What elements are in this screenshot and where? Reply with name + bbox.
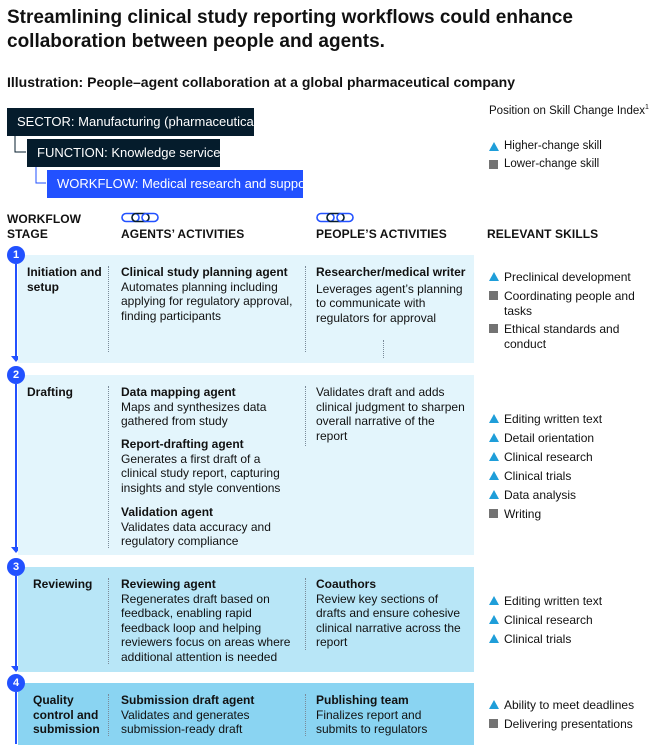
stage-2-badge: 2 <box>7 366 25 384</box>
skill-label: Writing <box>504 507 542 521</box>
chain-link-icon <box>121 212 159 223</box>
column-divider <box>108 266 109 352</box>
agent-name: Clinical study planning agent <box>121 265 288 279</box>
triangle-icon <box>489 471 499 480</box>
skill-label: Editing written text <box>504 412 603 426</box>
stage-2-people <box>316 385 466 443</box>
stage-4-badge: 4 <box>7 674 25 692</box>
agent-description: Maps and synthesizes data gathered from study <box>121 399 267 428</box>
column-divider <box>305 386 306 446</box>
column-divider <box>108 386 109 548</box>
skill-item <box>489 717 649 732</box>
skill-label: Ethical standards and conduct <box>504 322 620 351</box>
legend-title-text: Position on Skill Change Index <box>489 105 645 117</box>
page-title: Streamlining clinical study reporting workflows could enhance collaboration between people and agents. <box>7 7 573 52</box>
triangle-icon <box>489 634 499 643</box>
stage-2-agent <box>121 385 299 429</box>
square-icon <box>489 291 498 300</box>
skill-item <box>489 322 649 351</box>
breadcrumb-sector: SECTOR: Manufacturing (pharmaceuticals) <box>7 108 254 136</box>
column-divider <box>108 578 109 664</box>
page-subtitle: Illustration: People–agent collaboration at a global pharmaceutical company <box>7 74 515 90</box>
timeline-line <box>15 384 17 548</box>
skill-label: Clinical research <box>504 450 593 464</box>
skill-item <box>489 412 649 427</box>
skill-item <box>489 289 649 318</box>
skill-label: Coordinating people and tasks <box>504 289 635 318</box>
skill-item <box>489 431 649 446</box>
agent-description: Validates and generates submission-ready draft <box>121 707 250 736</box>
people-role: Researcher/medical writer <box>316 265 466 279</box>
skill-label: Delivering presentations <box>504 717 633 731</box>
header-workflow-stage: WORKFLOW STAGE <box>7 212 82 241</box>
stage-3-badge: 3 <box>7 558 25 576</box>
column-divider <box>305 578 306 650</box>
skill-item <box>489 594 649 609</box>
skill-item <box>489 469 649 484</box>
stage-4-agent <box>121 693 299 737</box>
triangle-icon <box>489 700 499 709</box>
legend-title <box>489 104 649 119</box>
header-agents-activities: AGENTS’ ACTIVITIES <box>121 227 245 241</box>
stage-2-agent <box>121 505 299 549</box>
column-divider <box>305 694 306 736</box>
header-peoples-activities: PEOPLE’S ACTIVITIES <box>316 227 447 241</box>
breadcrumb-workflow: WORKFLOW: Medical research and support <box>47 170 303 198</box>
stage-1-people <box>316 265 466 325</box>
stage-2-name: Drafting <box>27 385 73 399</box>
stage-1-badge: 1 <box>7 246 25 264</box>
agent-description: Validates data accuracy and regulatory compliance <box>121 519 271 548</box>
square-icon <box>489 719 498 728</box>
square-icon <box>489 509 498 518</box>
triangle-icon <box>489 596 499 605</box>
chain-link-icon <box>316 212 354 223</box>
agent-name: Data mapping agent <box>121 385 236 399</box>
skill-label: Clinical research <box>504 613 593 627</box>
skill-item <box>489 613 649 628</box>
skill-item <box>489 270 649 285</box>
stage-3-name: Reviewing <box>33 577 93 591</box>
stage-1-agent <box>121 265 299 323</box>
skill-label: Clinical trials <box>504 469 572 483</box>
triangle-icon <box>489 433 499 442</box>
stage-3-agent <box>121 577 301 664</box>
agent-name: Submission draft agent <box>121 693 255 707</box>
people-role: Publishing team <box>316 693 409 707</box>
people-description: Review key sections of drafts and ensure cohesive clinical narrative across the report <box>316 591 461 649</box>
agent-name: Validation agent <box>121 505 214 519</box>
people-role: Coauthors <box>316 577 376 591</box>
stage-3-people <box>316 577 466 650</box>
skill-label: Editing written text <box>504 594 603 608</box>
triangle-icon <box>489 414 499 423</box>
square-icon <box>489 160 498 169</box>
skill-item <box>489 507 649 522</box>
skill-item <box>489 698 649 713</box>
skill-label: Ability to meet deadlines <box>504 698 635 712</box>
legend-lower-label: Lower-change skill <box>504 158 600 170</box>
triangle-icon <box>489 615 499 624</box>
legend-higher-label: Higher-change skill <box>504 140 602 152</box>
people-description: Validates draft and adds clinical judgment to sharpen overall narrative of the report <box>316 385 465 443</box>
people-description: Finalizes report and submits to regulators <box>316 707 428 736</box>
agent-description: Automates planning including applying for regulatory approval, finding participants <box>121 279 293 323</box>
skill-item <box>489 632 649 647</box>
stage-4-name: Quality control and submission <box>33 693 100 736</box>
agent-name: Report-drafting agent <box>121 437 244 451</box>
skill-label: Detail orientation <box>504 431 595 445</box>
square-icon <box>489 324 498 333</box>
legend-lower-change <box>489 157 599 171</box>
skill-label: Clinical trials <box>504 632 572 646</box>
header-relevant-skills: RELEVANT SKILLS <box>487 227 599 241</box>
stage-1-name: Initiation and setup <box>27 265 102 294</box>
triangle-icon <box>489 272 499 281</box>
triangle-icon <box>489 452 499 461</box>
legend-higher-change <box>489 139 602 153</box>
timeline-line <box>15 692 17 744</box>
agent-description: Regenerates draft based on feedback, enabling rapid feedback loop and helping reviewers focus on areas where additional attention is needed <box>121 591 291 664</box>
column-divider <box>305 266 306 352</box>
agent-name: Reviewing agent <box>121 577 216 591</box>
skill-item <box>489 450 649 465</box>
stage-2-agent <box>121 437 299 495</box>
agent-description: Generates a first draft of a clinical study report, capturing insights and style conventions <box>121 451 281 495</box>
people-description: Leverages agent’s planning to communicate with regulators for approval <box>316 281 463 325</box>
column-divider <box>383 340 384 358</box>
footnote-marker: 1 <box>645 104 649 112</box>
skill-item <box>489 488 649 503</box>
breadcrumb-function: FUNCTION: Knowledge services <box>27 139 220 167</box>
triangle-icon <box>489 142 499 151</box>
timeline-line <box>15 576 17 668</box>
skill-label: Data analysis <box>504 488 577 502</box>
triangle-icon <box>489 490 499 499</box>
stage-4-people <box>316 693 466 737</box>
column-divider <box>108 694 109 736</box>
timeline-line <box>15 264 17 358</box>
skill-label: Preclinical development <box>504 270 631 284</box>
